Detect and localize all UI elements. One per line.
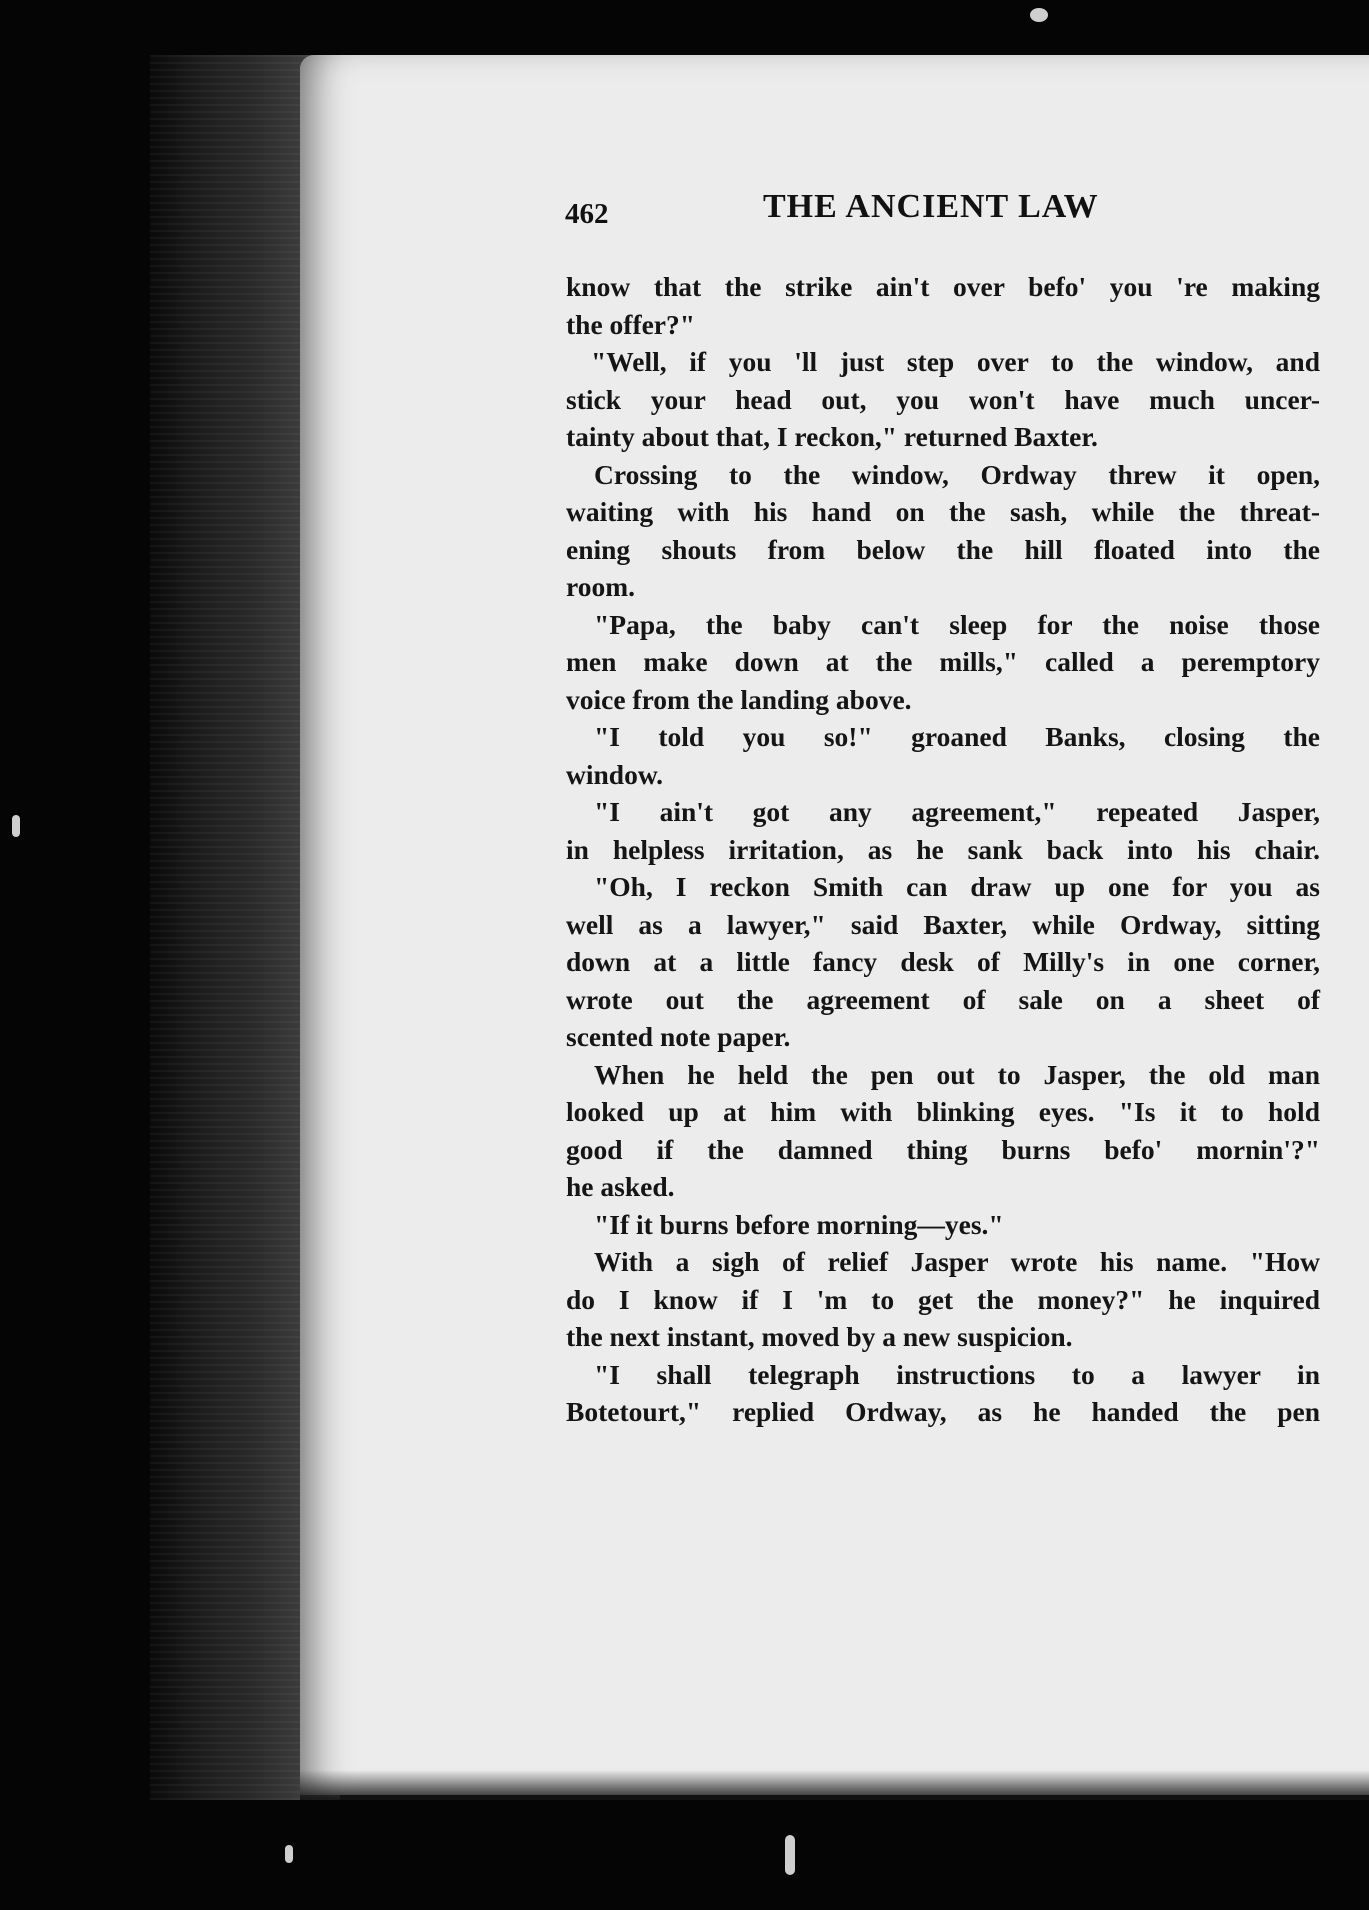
page-header bbox=[565, 188, 1325, 248]
text-line: he asked. bbox=[566, 1171, 675, 1202]
page-number: 462 bbox=[565, 198, 609, 230]
text-line: "Oh, I reckon Smith can draw up one for you as bbox=[594, 871, 1320, 902]
page-bottom-shadow bbox=[300, 1770, 1369, 1800]
text-line: men make down at the mills," called a peremptory bbox=[566, 646, 1320, 677]
text-line: do I know if I 'm to get the money?" he inquired bbox=[566, 1283, 1320, 1315]
text-line: ening shouts from below the hill floated into the bbox=[566, 533, 1320, 565]
text-line: "Papa, the baby can't sleep for the noise those bbox=[594, 608, 1320, 640]
text-line: in helpless irritation, as he sank back into his chair. bbox=[566, 833, 1320, 865]
scan-speck bbox=[285, 1845, 293, 1863]
text-line: waiting with his hand on the sash, while the threat- bbox=[566, 496, 1320, 527]
text-line: When he held the pen out to Jasper, the old man bbox=[594, 1058, 1320, 1090]
text-line: wrote out the agreement of sale on a sheet of bbox=[566, 983, 1320, 1015]
text-line: stick your head out, you won't have much uncer- bbox=[566, 383, 1320, 415]
text-line: well as a lawyer," said Baxter, while Ordway, sitting bbox=[566, 908, 1320, 940]
text-line: looked up at him with blinking eyes. "Is it to hold bbox=[566, 1096, 1320, 1127]
text-line: "I told you so!" groaned Banks, closing the bbox=[594, 721, 1320, 752]
text-line: "Well, if you 'll just step over to the window, and bbox=[591, 346, 1320, 377]
text-line: "I ain't got any agreement," repeated Jasper, bbox=[594, 796, 1320, 827]
text-line: Botetourt," replied Ordway, as he handed the pen bbox=[566, 1396, 1320, 1427]
text-line: the next instant, moved by a new suspicion. bbox=[566, 1321, 1073, 1352]
body-text bbox=[566, 268, 1320, 1431]
scan-speck bbox=[785, 1835, 795, 1875]
running-head-title: THE ANCIENT LAW bbox=[763, 188, 1099, 225]
text-line: down at a little fancy desk of Milly's in one corner, bbox=[566, 946, 1320, 977]
text-line: "I shall telegraph instructions to a lawyer in bbox=[594, 1358, 1320, 1390]
scan-speck bbox=[1030, 8, 1048, 22]
text-line: voice from the landing above. bbox=[566, 683, 912, 715]
text-line: scented note paper. bbox=[566, 1021, 791, 1052]
text-line: Crossing to the window, Ordway threw it open, bbox=[594, 458, 1320, 490]
text-line: good if the damned thing burns befo' mornin'?" bbox=[566, 1133, 1320, 1165]
text-line: room. bbox=[566, 571, 635, 602]
text-line: tainty about that, I reckon," returned Baxter. bbox=[566, 421, 1098, 452]
text-line: "If it burns before morning—yes." bbox=[594, 1208, 1004, 1240]
text-line: the offer?" bbox=[566, 308, 696, 340]
scan-speck bbox=[12, 815, 20, 837]
text-line: know that the strike ain't over befo' you 're making bbox=[566, 271, 1320, 302]
text-line: With a sigh of relief Jasper wrote his name. "How bbox=[594, 1246, 1320, 1277]
text-line: window. bbox=[566, 758, 664, 790]
